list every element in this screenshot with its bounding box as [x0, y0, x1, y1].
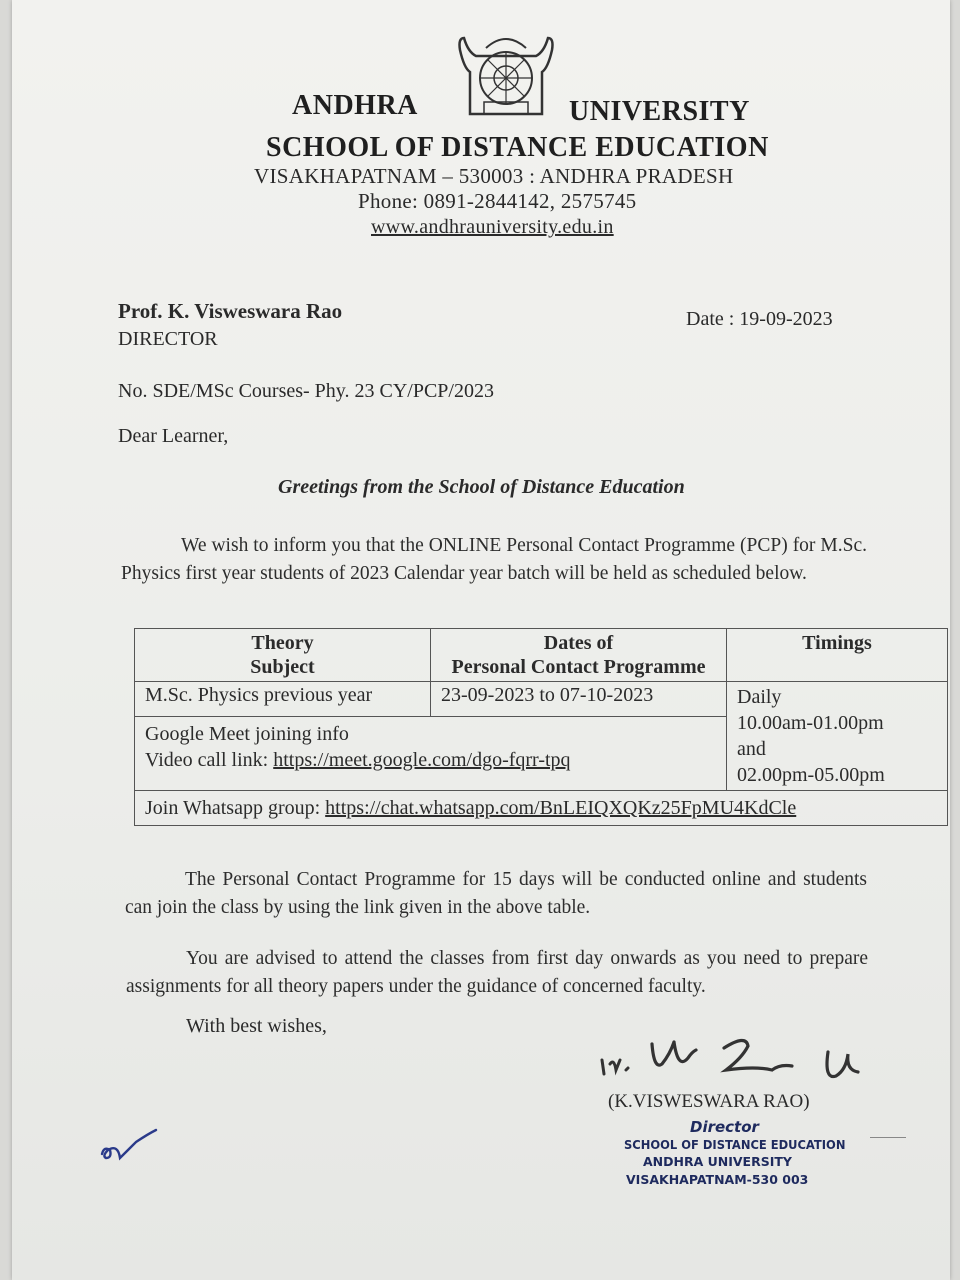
stamp-line4: VISAKHAPATNAM-530 003 [626, 1172, 809, 1187]
header-subject-line2: Subject [250, 656, 315, 678]
signature-icon [596, 1030, 876, 1090]
header-dates-cell [431, 629, 727, 682]
timing-line3: and [737, 738, 766, 760]
stamp-line1: Director [690, 1118, 759, 1136]
meet-info-cell [135, 717, 727, 791]
timing-line4: 02.00pm-05.00pm [737, 764, 885, 786]
header-timings: Timings [802, 632, 872, 654]
header-name-right: UNIVERSITY [569, 96, 750, 127]
meet-label: Google Meet joining info [145, 723, 349, 745]
letter-page [12, 0, 950, 1280]
timings-cell [727, 682, 948, 791]
paragraph-intro: We wish to inform you that the ONLINE Personal Contact Programme (PCP) for M.Sc. Physics first year students of 2023 Calendar year batch will be held as scheduled below. [121, 535, 867, 584]
reference-number: No. SDE/MSc Courses- Phy. 23 CY/PCP/2023 [118, 380, 494, 402]
whatsapp-cell [135, 791, 948, 826]
table-row [135, 791, 948, 826]
table-row [135, 682, 948, 717]
timing-line1: Daily [737, 686, 782, 708]
whatsapp-link[interactable]: https://chat.whatsapp.com/BnLEIQXQKz25FpMU4KdCle [325, 797, 797, 819]
ink-initial-mark-icon [98, 1128, 168, 1168]
header-address: VISAKHAPATNAM – 530003 : ANDHRA PRADESH [254, 164, 734, 188]
header-dates-line1: Dates of [543, 632, 614, 654]
signature-name: (K.VISWESWARA RAO) [608, 1091, 810, 1112]
sender-name: Prof. K. Visweswara Rao [118, 299, 343, 323]
schedule-table [134, 628, 948, 826]
header-website: www.andhrauniversity.edu.in [371, 216, 614, 238]
faint-line-divider [870, 1137, 906, 1138]
subject-cell: M.Sc. Physics previous year [135, 682, 431, 717]
salutation: Dear Learner, [118, 425, 229, 447]
header-subject-line1: Theory [251, 632, 314, 654]
whatsapp-label: Join Whatsapp group: [145, 797, 326, 819]
timing-line2: 10.00am-01.00pm [737, 712, 884, 734]
header-name-left: ANDHRA [292, 90, 418, 121]
letter-date: Date : 19-09-2023 [686, 308, 833, 330]
video-call-link[interactable]: https://meet.google.com/dgo-fqrr-tpq [273, 749, 571, 771]
stamp-line2: SCHOOL OF DISTANCE EDUCATION [624, 1137, 846, 1152]
header-timings-cell [727, 629, 948, 682]
stamp-line3: ANDHRA UNIVERSITY [643, 1154, 792, 1169]
greeting: Greetings from the School of Distance Education [278, 476, 685, 498]
university-emblem-icon [456, 28, 556, 124]
sender-title: DIRECTOR [118, 328, 218, 350]
paragraph-duration: The Personal Contact Programme for 15 days will be conducted online and students can join the class by using the link given in the above table. [125, 869, 867, 918]
dates-cell: 23-09-2023 to 07-10-2023 [431, 682, 727, 717]
header-phone: Phone: 0891-2844142, 2575745 [358, 189, 637, 213]
table-header-row [135, 629, 948, 682]
video-call-label: Video call link: [145, 749, 274, 771]
header-subject-cell [135, 629, 431, 682]
closing: With best wishes, [186, 1015, 327, 1037]
paragraph-advice: You are advised to attend the classes from first day onwards as you need to prepare assignments for all theory papers under the guidance of concerned faculty. [126, 948, 868, 997]
header-dates-line2: Personal Contact Programme [451, 656, 706, 678]
video-call-line [145, 747, 716, 773]
header-school: SCHOOL OF DISTANCE EDUCATION [266, 132, 769, 163]
